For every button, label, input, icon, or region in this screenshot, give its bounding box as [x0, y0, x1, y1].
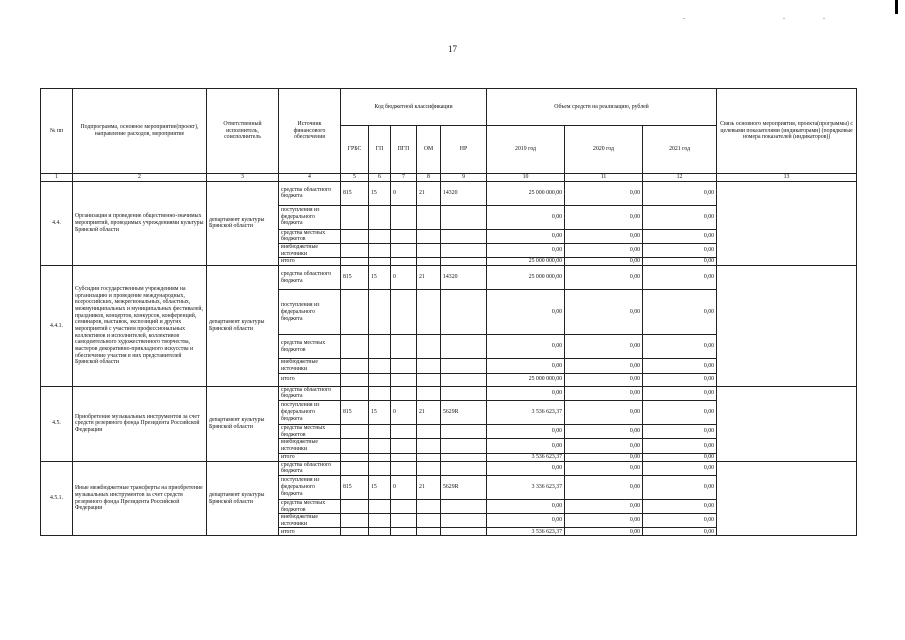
- code-grbs: [341, 359, 369, 373]
- responsible-executor: департамент культуры Брянской области: [207, 461, 279, 536]
- amount-2021: 0,00: [643, 335, 717, 359]
- amount-2020: 0,00: [565, 453, 643, 461]
- code-gp: 15: [369, 181, 391, 205]
- code-om: [417, 499, 441, 513]
- code-gp: [369, 439, 391, 453]
- amount-2021: 0,00: [643, 439, 717, 453]
- code-om: [417, 243, 441, 257]
- code-grbs: [341, 386, 369, 400]
- header-responsible: Ответственный исполнитель, соисполнитель: [207, 89, 279, 174]
- code-om: [417, 528, 441, 536]
- code-grbs: [341, 229, 369, 243]
- amount-2020: 0,00: [565, 514, 643, 528]
- code-grbs: [341, 499, 369, 513]
- amount-2019: 0,00: [487, 290, 565, 335]
- budget-sections: [41, 181, 857, 536]
- code-om: [417, 258, 441, 266]
- code-gp: [369, 335, 391, 359]
- code-om: [417, 335, 441, 359]
- code-pgp: [391, 514, 417, 528]
- header-2019: 2019 год: [487, 126, 565, 174]
- code-pgp: [391, 453, 417, 461]
- code-gp: [369, 258, 391, 266]
- header-2020: 2020 год: [565, 126, 643, 174]
- amount-2019: 3 536 623,37: [487, 453, 565, 461]
- amount-2021: 0,00: [643, 386, 717, 400]
- code-np: [441, 205, 487, 229]
- code-om: [417, 439, 441, 453]
- amount-2020: 0,00: [565, 528, 643, 536]
- amount-2021: 0,00: [643, 424, 717, 438]
- page-number: 17: [448, 44, 457, 54]
- amount-2020: 0,00: [565, 229, 643, 243]
- code-grbs: [341, 243, 369, 257]
- code-om: [417, 461, 441, 475]
- column-numbers-row: [41, 174, 857, 182]
- amount-2019: 0,00: [487, 424, 565, 438]
- amount-2019: 0,00: [487, 461, 565, 475]
- code-np: [441, 258, 487, 266]
- code-grbs: 815: [341, 266, 369, 290]
- amount-2019: 25 000 000,00: [487, 373, 565, 386]
- amount-2021: 0,00: [643, 400, 717, 424]
- code-np: [441, 373, 487, 386]
- funding-source: поступления из федерального бюджета: [279, 400, 341, 424]
- responsible-executor: департамент культуры Брянской области: [207, 181, 279, 266]
- amount-2021: 0,00: [643, 453, 717, 461]
- row-number: 4.5.1.: [41, 461, 73, 536]
- code-grbs: 815: [341, 400, 369, 424]
- code-om: 21: [417, 400, 441, 424]
- column-number: 1: [41, 174, 73, 182]
- code-om: [417, 373, 441, 386]
- funding-source: итого: [279, 258, 341, 266]
- code-gp: [369, 514, 391, 528]
- amount-2019: 0,00: [487, 205, 565, 229]
- funding-source: поступления из федерального бюджета: [279, 290, 341, 335]
- code-pgp: [391, 373, 417, 386]
- header-gp: ГП: [369, 126, 391, 174]
- indicator-link: [717, 461, 857, 536]
- amount-2020: 0,00: [565, 499, 643, 513]
- budget-table: [40, 88, 857, 536]
- header-np: НР: [441, 126, 487, 174]
- code-pgp: [391, 258, 417, 266]
- code-np: [441, 335, 487, 359]
- code-pgp: [391, 424, 417, 438]
- code-np: 14320: [441, 181, 487, 205]
- amount-2019: 0,00: [487, 499, 565, 513]
- code-gp: [369, 453, 391, 461]
- amount-2020: 0,00: [565, 266, 643, 290]
- code-gp: 15: [369, 266, 391, 290]
- scan-speck: [683, 18, 685, 19]
- code-pgp: [391, 439, 417, 453]
- funding-source: средства местных бюджетов: [279, 499, 341, 513]
- amount-2019: 25 000 000,00: [487, 266, 565, 290]
- code-grbs: [341, 439, 369, 453]
- code-gp: 15: [369, 475, 391, 499]
- code-gp: [369, 386, 391, 400]
- measure-title: Иные межбюджетные трансферты на приобретение музыкальных инструментов за счет средств резервного фонда Президента Российской Федерации: [73, 461, 207, 536]
- column-number: 11: [565, 174, 643, 182]
- code-np: [441, 290, 487, 335]
- column-number: 3: [207, 174, 279, 182]
- funding-source: внебюджетные источники: [279, 243, 341, 257]
- funding-source: внебюджетные источники: [279, 359, 341, 373]
- code-np: 5629R: [441, 475, 487, 499]
- code-pgp: 0: [391, 181, 417, 205]
- code-gp: [369, 205, 391, 229]
- code-grbs: [341, 373, 369, 386]
- header-source: Источник финансового обеспечения: [279, 89, 341, 174]
- funding-source: средства областного бюджета: [279, 266, 341, 290]
- code-gp: 15: [369, 400, 391, 424]
- funding-source: средства областного бюджета: [279, 461, 341, 475]
- amount-2021: 0,00: [643, 528, 717, 536]
- code-gp: [369, 499, 391, 513]
- code-pgp: [391, 290, 417, 335]
- code-om: [417, 290, 441, 335]
- amount-2021: 0,00: [643, 359, 717, 373]
- code-np: [441, 499, 487, 513]
- amount-2020: 0,00: [565, 258, 643, 266]
- code-pgp: [391, 386, 417, 400]
- measure-title: Субсидии государственным учреждениям на организацию и проведение международных, всероссийских, межрегиональных, областных, межмуниципальных и муниципальных фестивалей, праздников, концертов, конкурсов, конференций, семинаров, выставок, экспозиций и других мероприятий с участием профессиональных коллективов и исполнителей, коллективов самодеятельного художественного творчества, мастеров декоративно-прикладного искусства и обеспечение участия в них представителей Брянской области: [73, 266, 207, 386]
- code-om: [417, 359, 441, 373]
- header-budget-code: Код бюджетной классификации: [341, 89, 487, 126]
- amount-2019: 25 000 000,00: [487, 258, 565, 266]
- amount-2021: 0,00: [643, 181, 717, 205]
- amount-2020: 0,00: [565, 475, 643, 499]
- code-grbs: [341, 335, 369, 359]
- scan-speck: [783, 18, 785, 19]
- amount-2019: 0,00: [487, 229, 565, 243]
- code-pgp: [391, 359, 417, 373]
- code-np: [441, 514, 487, 528]
- code-om: [417, 453, 441, 461]
- amount-2019: 0,00: [487, 386, 565, 400]
- code-om: [417, 229, 441, 243]
- code-gp: [369, 424, 391, 438]
- funding-source: итого: [279, 453, 341, 461]
- amount-2020: 0,00: [565, 424, 643, 438]
- amount-2021: 0,00: [643, 229, 717, 243]
- amount-2019: 3 536 623,37: [487, 528, 565, 536]
- amount-2021: 0,00: [643, 475, 717, 499]
- scan-corner-mark: [895, 0, 898, 14]
- responsible-executor: департамент культуры Брянской области: [207, 266, 279, 386]
- funding-source: поступления из федерального бюджета: [279, 205, 341, 229]
- column-number: 13: [717, 174, 857, 182]
- code-np: [441, 424, 487, 438]
- amount-2021: 0,00: [643, 499, 717, 513]
- amount-2019: 3 536 623,37: [487, 400, 565, 424]
- code-om: 21: [417, 181, 441, 205]
- code-gp: [369, 528, 391, 536]
- code-np: [441, 439, 487, 453]
- amount-2020: 0,00: [565, 290, 643, 335]
- amount-2019: 25 000 000,00: [487, 181, 565, 205]
- code-pgp: 0: [391, 400, 417, 424]
- funding-source: итого: [279, 528, 341, 536]
- code-np: [441, 229, 487, 243]
- code-np: [441, 359, 487, 373]
- code-om: 21: [417, 475, 441, 499]
- header-om: ОМ: [417, 126, 441, 174]
- amount-2020: 0,00: [565, 461, 643, 475]
- code-pgp: [391, 461, 417, 475]
- code-np: [441, 453, 487, 461]
- amount-2019: 0,00: [487, 514, 565, 528]
- code-pgp: [391, 528, 417, 536]
- header-link: Связь основного мероприятия, проекта(программы) с целевыми показателями (индикаторами) (порядковые номера показателей (индикаторов)): [717, 89, 857, 174]
- code-grbs: 815: [341, 475, 369, 499]
- code-pgp: 0: [391, 475, 417, 499]
- code-grbs: [341, 514, 369, 528]
- code-om: 21: [417, 266, 441, 290]
- scan-speck: [823, 18, 825, 19]
- code-om: [417, 514, 441, 528]
- amount-2021: 0,00: [643, 373, 717, 386]
- amount-2020: 0,00: [565, 205, 643, 229]
- header-volume: Объем средств на реализацию, рублей: [487, 89, 717, 126]
- code-np: 5629R: [441, 400, 487, 424]
- code-om: [417, 205, 441, 229]
- code-grbs: [341, 258, 369, 266]
- header-subprogram: Подпрограмма, основное мероприятие(проект), направление расходов, мероприятие: [73, 89, 207, 174]
- amount-2021: 0,00: [643, 290, 717, 335]
- amount-2020: 0,00: [565, 386, 643, 400]
- funding-source: средства областного бюджета: [279, 386, 341, 400]
- table-row: [41, 461, 857, 475]
- responsible-executor: департамент культуры Брянской области: [207, 386, 279, 461]
- code-pgp: [391, 243, 417, 257]
- code-np: [441, 386, 487, 400]
- amount-2021: 0,00: [643, 266, 717, 290]
- funding-source: средства областного бюджета: [279, 181, 341, 205]
- code-np: [441, 528, 487, 536]
- column-number: 5: [341, 174, 369, 182]
- table-row: [41, 181, 857, 205]
- funding-source: итого: [279, 373, 341, 386]
- column-number: 4: [279, 174, 341, 182]
- amount-2019: 0,00: [487, 335, 565, 359]
- header-2021: 2021 год: [643, 126, 717, 174]
- amount-2020: 0,00: [565, 400, 643, 424]
- column-number: 10: [487, 174, 565, 182]
- amount-2019: 0,00: [487, 359, 565, 373]
- code-gp: [369, 290, 391, 335]
- code-np: [441, 243, 487, 257]
- amount-2019: 3 336 623,37: [487, 475, 565, 499]
- code-om: [417, 386, 441, 400]
- column-number: 7: [391, 174, 417, 182]
- column-number: 2: [73, 174, 207, 182]
- amount-2020: 0,00: [565, 359, 643, 373]
- code-np: [441, 461, 487, 475]
- code-gp: [369, 461, 391, 475]
- amount-2021: 0,00: [643, 205, 717, 229]
- funding-source: внебюджетные источники: [279, 439, 341, 453]
- table-row: [41, 386, 857, 400]
- funding-source: средства местных бюджетов: [279, 229, 341, 243]
- funding-source: внебюджетные источники: [279, 514, 341, 528]
- code-grbs: [341, 528, 369, 536]
- code-gp: [369, 359, 391, 373]
- code-pgp: [391, 205, 417, 229]
- code-grbs: [341, 424, 369, 438]
- header-pgp: ПГП: [391, 126, 417, 174]
- code-grbs: [341, 290, 369, 335]
- code-pgp: 0: [391, 266, 417, 290]
- funding-source: средства местных бюджетов: [279, 424, 341, 438]
- table-row: [41, 266, 857, 290]
- table-header-row: [41, 89, 857, 126]
- column-number: 9: [441, 174, 487, 182]
- measure-title: Организация и проведение общественно-значимых мероприятий, проводимых учреждениями культуры Брянской области: [73, 181, 207, 266]
- column-number: 12: [643, 174, 717, 182]
- amount-2021: 0,00: [643, 243, 717, 257]
- amount-2020: 0,00: [565, 335, 643, 359]
- amount-2020: 0,00: [565, 373, 643, 386]
- amount-2020: 0,00: [565, 439, 643, 453]
- code-grbs: [341, 205, 369, 229]
- code-pgp: [391, 335, 417, 359]
- amount-2021: 0,00: [643, 514, 717, 528]
- indicator-link: [717, 266, 857, 386]
- amount-2019: 0,00: [487, 243, 565, 257]
- code-gp: [369, 229, 391, 243]
- indicator-link: [717, 386, 857, 461]
- indicator-link: [717, 181, 857, 266]
- code-pgp: [391, 229, 417, 243]
- code-gp: [369, 243, 391, 257]
- amount-2021: 0,00: [643, 461, 717, 475]
- amount-2021: 0,00: [643, 258, 717, 266]
- code-om: [417, 424, 441, 438]
- funding-source: средства местных бюджетов: [279, 335, 341, 359]
- header-num: № пп: [41, 89, 73, 174]
- code-grbs: [341, 453, 369, 461]
- amount-2019: 0,00: [487, 439, 565, 453]
- row-number: 4.5.: [41, 386, 73, 461]
- header-grbs: ГРБС: [341, 126, 369, 174]
- code-grbs: [341, 461, 369, 475]
- code-np: 14320: [441, 266, 487, 290]
- measure-title: Приобретение музыкальных инструментов за счет средств резервного фонда Президента Российской Федерации: [73, 386, 207, 461]
- amount-2020: 0,00: [565, 243, 643, 257]
- row-number: 4.4.1.: [41, 266, 73, 386]
- column-number: 6: [369, 174, 391, 182]
- code-gp: [369, 373, 391, 386]
- funding-source: поступления из федерального бюджета: [279, 475, 341, 499]
- amount-2020: 0,00: [565, 181, 643, 205]
- code-grbs: 815: [341, 181, 369, 205]
- column-number: 8: [417, 174, 441, 182]
- code-pgp: [391, 499, 417, 513]
- row-number: 4.4.: [41, 181, 73, 266]
